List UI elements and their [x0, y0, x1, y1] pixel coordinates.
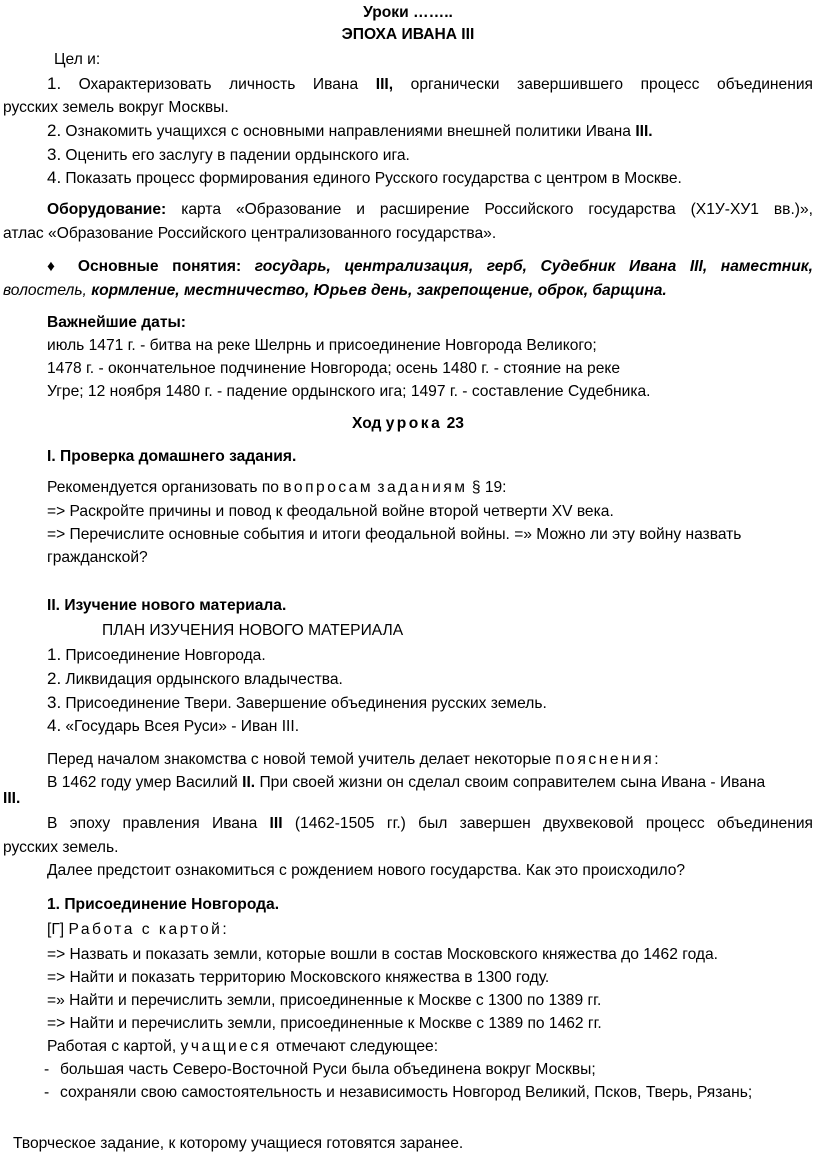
page-title: ЭПОХА ИВАНА III	[341, 26, 475, 43]
summary-spaced: учащиеся	[180, 1038, 272, 1055]
plan-item-3	[47, 693, 547, 714]
paragraph-text: При своей жизни он сделал своим соправителем сына Ивана - Ивана	[255, 774, 766, 791]
summary-bullet-1	[44, 1060, 596, 1080]
goal-text-bold: III.	[635, 123, 653, 140]
summary-text: Работая с картой,	[47, 1038, 181, 1055]
lesson-number: 23	[442, 415, 464, 432]
goal-item-1-cont: русских земель вокруг Москвы.	[3, 99, 229, 116]
plan-text: «Государь Всея Руси» - Иван III.	[65, 718, 300, 735]
goal-text: Оценить его заслугу в падении ордынского ига.	[65, 147, 410, 164]
goal-item-3	[47, 145, 410, 166]
plan-number: 3.	[47, 693, 62, 712]
plan-item-4	[47, 716, 299, 737]
concepts-line	[47, 257, 813, 277]
plan-title: ПЛАН ИЗУЧЕНИЯ НОВОГО МАТЕРИАЛА	[102, 622, 404, 639]
equipment-label: Оборудование:	[47, 201, 167, 218]
plan-item-2	[47, 669, 343, 690]
dash-bullet-icon: -	[44, 1084, 50, 1101]
goal-item-1	[47, 74, 813, 95]
goal-number: 1.	[47, 74, 62, 93]
question-1: => Раскройте причины и повод к феодальной войне второй четверти XV века.	[47, 503, 614, 520]
intro-spaced: вопросам	[283, 479, 374, 496]
paragraph-vasily-cont: III.	[3, 790, 21, 807]
section-1-title: I. Проверка домашнего задания.	[47, 448, 297, 465]
equipment-line-cont: атлас «Образование Российского централизованного государства».	[3, 225, 497, 242]
plan-text: Присоединение Новгорода.	[65, 647, 266, 664]
paragraph-reign	[47, 814, 813, 834]
diamond-bullet-icon: ♦	[47, 258, 65, 275]
bullet-text: сохраняли свою самостоятельность и независимость Новгород Великий, Псков, Тверь, Рязань;	[60, 1084, 753, 1101]
footer-note: Творческое задание, к которому учащиеся готовятся заранее.	[13, 1135, 464, 1152]
lesson-title-spaced: урока	[385, 415, 443, 432]
concepts-label: Основные понятия:	[77, 258, 242, 275]
map-work-summary	[47, 1037, 438, 1057]
goal-text: Охарактеризовать личность Ивана	[78, 76, 376, 93]
intro-spaced: пояснения	[555, 751, 655, 768]
goal-number: 2.	[47, 121, 62, 140]
goal-text: органически завершившего процесс объединения	[393, 76, 813, 93]
concepts-term-volostel: волостель,	[3, 282, 87, 299]
lesson-title-text: Ход	[352, 415, 386, 432]
equipment-line	[47, 200, 813, 220]
equipment-text: карта «Образование и расширение Российского государства (Х1У-ХУ1 вв.)»,	[166, 201, 813, 218]
paragraph-text: В 1462 году умер Василий	[47, 774, 243, 791]
intro-spaced: заданиям	[377, 479, 468, 496]
intro-text: :	[654, 751, 659, 768]
dates-title: Важнейшие даты:	[47, 314, 186, 331]
plan-number: 1.	[47, 645, 62, 664]
goal-number: 4.	[47, 168, 62, 187]
map-task: => Найти и перечислить земли, присоединенные к Москве с 1389 по 1462 гг.	[47, 1015, 602, 1032]
map-work-colon: :	[222, 921, 227, 938]
plan-text: Ликвидация ордынского владычества.	[65, 671, 343, 688]
date-line: июль 1471 г. - битва на реке Шелрнь и присоединение Новгорода Великого;	[47, 337, 597, 354]
goal-item-2	[47, 121, 653, 142]
goal-item-4	[47, 168, 682, 189]
plan-number: 4.	[47, 716, 62, 735]
map-work-spaced: Работа с картой	[68, 921, 223, 938]
map-task: => Найти и показать территорию Московского княжества в 1300 году.	[47, 969, 550, 986]
part-1-title: 1. Присоединение Новгорода.	[47, 896, 280, 913]
date-line: 1478 г. - окончательное подчинение Новгорода; осень 1480 г. - стояние на реке	[47, 360, 621, 377]
question-2: => Перечислите основные события и итоги феодальной войны. =» Можно ли эту войну назвать	[47, 526, 742, 543]
summary-text: отмечают следующее:	[271, 1038, 439, 1055]
paragraph-bold: II.	[242, 774, 256, 791]
goal-text: Показать процесс формирования единого Русского государства с центром в Москве.	[65, 170, 682, 187]
map-work-title	[47, 920, 227, 940]
map-task: => Назвать и показать земли, которые вошли в состав Московского княжества до 1462 года.	[47, 946, 719, 963]
concepts-terms: государь, централизация, герб, Судебник Ивана III, наместник,	[254, 258, 813, 275]
paragraph-text: (1462-1505 гг.) был завершен двухвековой процесс объединения	[282, 815, 813, 832]
intro-text: Перед началом знакомства с новой темой учитель делает некоторые	[47, 751, 556, 768]
section-1-intro	[47, 478, 507, 498]
summary-bullet-2	[44, 1083, 752, 1103]
plan-text: Присоединение Твери. Завершение объединения русских земель.	[65, 695, 547, 712]
goal-text: Ознакомить учащихся с основными направлениями внешней политики Ивана	[65, 123, 636, 140]
goals-title: Цел и:	[54, 51, 101, 68]
date-line: Угре; 12 ноября 1480 г. - падение ордынского ига; 1497 г. - составление Судебника.	[47, 383, 651, 400]
intro-text: Рекомендуется организовать по	[47, 479, 284, 496]
paragraph-next: Далее предстоит ознакомиться с рождением нового государства. Как это происходило?	[47, 862, 686, 879]
plan-number: 2.	[47, 669, 62, 688]
lesson-title	[0, 414, 816, 434]
paragraph-text: В эпоху правления Ивана	[47, 815, 270, 832]
paragraph-bold: III	[269, 815, 283, 832]
intro-text: § 19:	[467, 479, 507, 496]
goal-text-bold: III,	[375, 76, 394, 93]
concepts-terms: кормление, местничество, Юрьев день, закрепощение, оброк, барщина.	[86, 282, 667, 299]
header-lessons: Уроки ……..	[363, 4, 453, 21]
question-2-cont: гражданской?	[47, 549, 148, 566]
paragraph-reign-cont: русских земель.	[3, 839, 119, 856]
section-2-title: II. Изучение нового материала.	[47, 597, 287, 614]
paragraph-vasily	[47, 773, 765, 793]
goal-number: 3.	[47, 145, 62, 164]
bullet-text: большая часть Северо-Восточной Руси была объединена вокруг Москвы;	[60, 1061, 596, 1078]
map-bracket-icon: [Г]	[47, 921, 69, 938]
dash-bullet-icon: -	[44, 1061, 50, 1078]
plan-item-1	[47, 645, 266, 666]
concepts-line-cont	[3, 281, 667, 301]
teacher-intro	[47, 750, 659, 770]
map-task: =» Найти и перечислить земли, присоединенные к Москве с 1300 по 1389 гг.	[47, 992, 602, 1009]
